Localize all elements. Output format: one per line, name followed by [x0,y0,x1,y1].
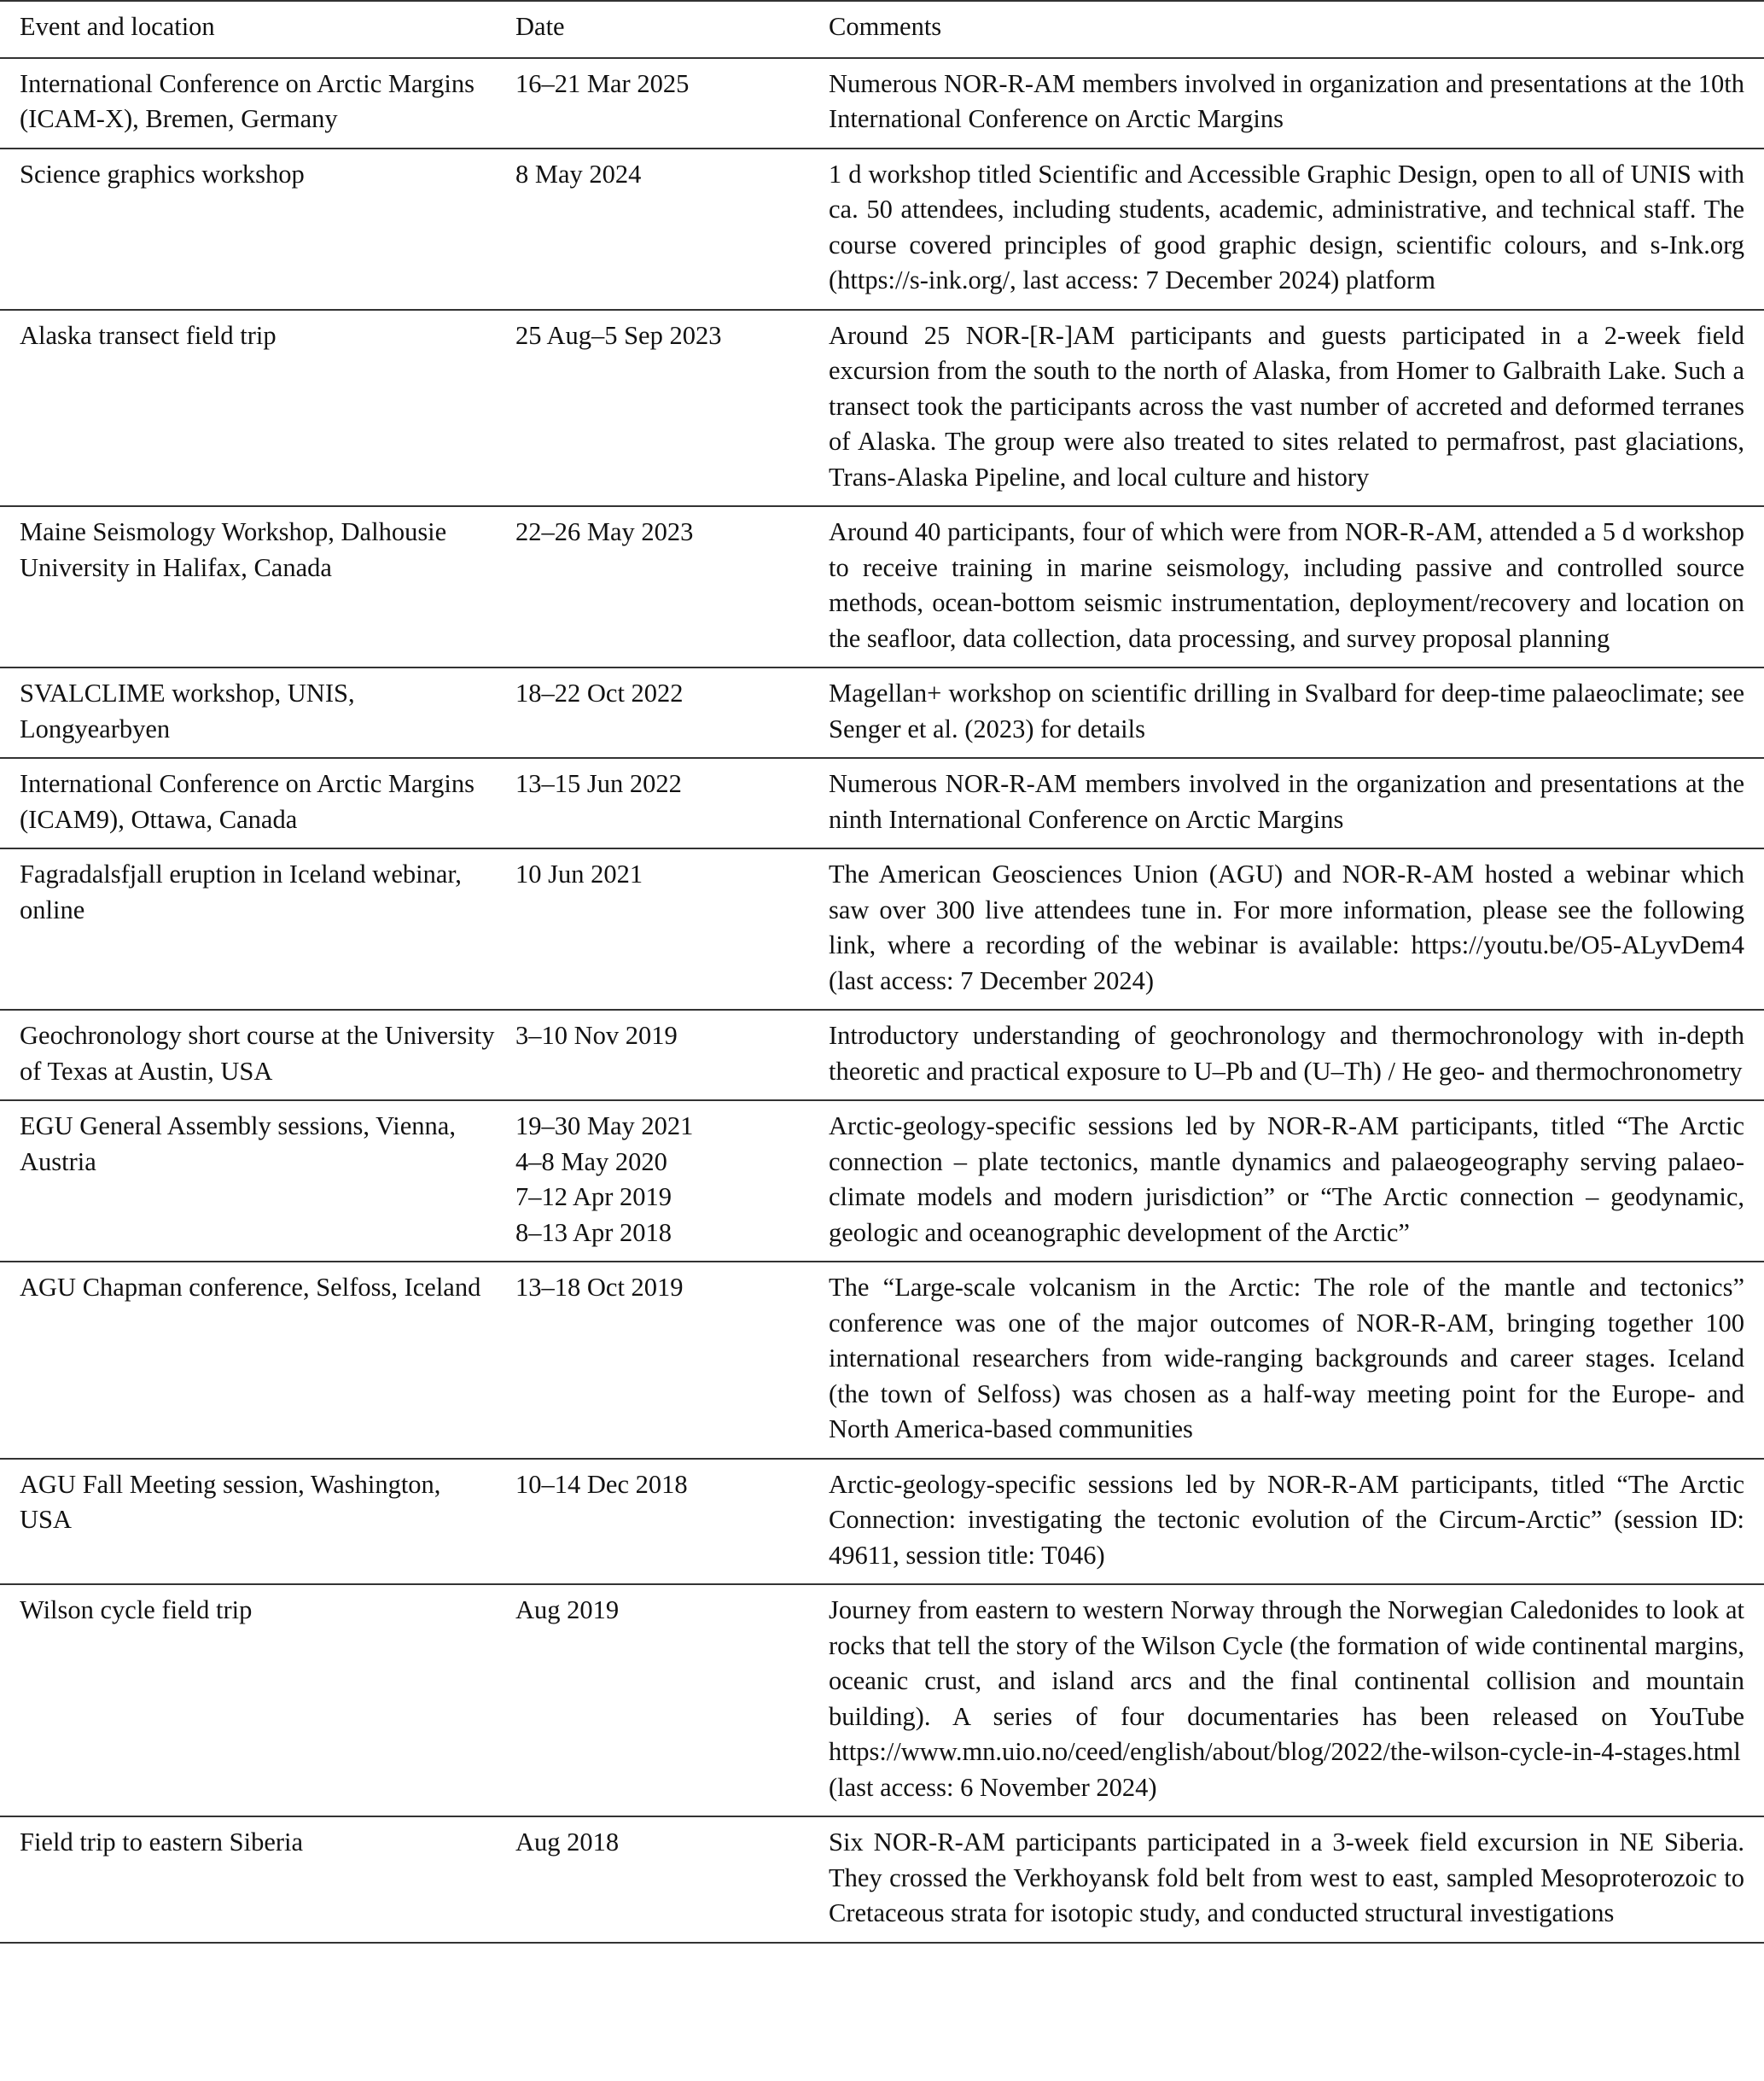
table-row [0,1262,1764,1459]
event-location-cell: SVALCLIME workshop, UNIS, Longyearbyen [20,679,355,743]
event-location-cell: AGU Chapman conference, Selfoss, Iceland [20,1273,481,1302]
event-location-cell: AGU Fall Meeting session, Washington, USA [20,1469,441,1534]
table-body [0,58,1764,1943]
header-event-location: Event and location [20,12,215,41]
table-row [0,1100,1764,1262]
date-cell [505,758,818,848]
table-row [0,1010,1764,1100]
date-cell [505,149,818,310]
date-cell [505,1262,818,1459]
date-value: 19–30 May 2021 [515,1111,694,1140]
table-row [0,1816,1764,1943]
comments-cell: Arctic-geology-specific sessions led by NOR-R-AM participants, titled “The Arctic Connection: investigating the tectonic evolution of the Circum-Arctic” (session ID: 49611, session title: T046) [829,1469,1744,1570]
event-location-cell: Field trip to eastern Siberia [20,1827,304,1857]
date-value: 10 Jun 2021 [515,860,643,889]
event-location-cell: Wilson cycle field trip [20,1595,253,1624]
date-cell [505,1459,818,1585]
date-cell [505,1816,818,1943]
date-value: 3–10 Nov 2019 [515,1021,678,1050]
date-value: 10–14 Dec 2018 [515,1469,688,1499]
header-comments: Comments [829,12,942,41]
table-row [0,310,1764,507]
table-row [0,1459,1764,1585]
table-row [0,758,1764,848]
date-value: 25 Aug–5 Sep 2023 [515,320,722,350]
date-value: 7–12 Apr 2019 [515,1182,672,1211]
table-row [0,58,1764,149]
comments-cell: Introductory understanding of geochronology and thermochronology with in-depth theoretic and practical exposure to U–Pb and (U–Th) / He geo- and thermochronometry [829,1021,1744,1086]
date-cell [505,310,818,507]
event-location-cell: Fagradalsfjall eruption in Iceland webinar, online [20,860,462,924]
comments-cell: The American Geosciences Union (AGU) and NOR-R-AM hosted a webinar which saw over 300 live attendees tune in. For more information, please see the following link, where a recording of the webinar is available: https://youtu.be/O5-ALyvDem4 (last access: 7 December 2024) [829,860,1744,995]
date-value: 16–21 Mar 2025 [515,68,690,98]
event-location-cell: EGU General Assembly sessions, Vienna, Austria [20,1111,456,1176]
date-cell [505,1100,818,1262]
date-cell [505,667,818,758]
table-row [0,149,1764,310]
date-cell [505,1584,818,1816]
date-cell [505,58,818,149]
date-cell [505,506,818,667]
date-value: 13–18 Oct 2019 [515,1273,684,1302]
date-value: 4–8 May 2020 [515,1146,667,1176]
comments-cell: 1 d workshop titled Scientific and Accessible Graphic Design, open to all of UNIS with ca. 50 attendees, including students, academic, administrative, and technical staff. The course covered principles of good graphic design, scientific colours, and s-Ink.org (https://s-ink.org/, last access: 7 December 2024) platform [829,159,1744,294]
date-value: 8–13 Apr 2018 [515,1217,672,1247]
comments-cell: Arctic-geology-specific sessions led by NOR-R-AM participants, titled “The Arctic connection – plate tectonics, mantle dynamics and palaeogeography serving palaeo-climate models and modern jurisdiction” or “The Arctic connection – geodynamic, geologic and oceanographic development of the Arctic” [829,1111,1744,1247]
date-cell [505,1010,818,1100]
date-value: Aug 2018 [515,1827,620,1857]
comments-cell: Journey from eastern to western Norway through the Norwegian Caledonides to look at rocks that tell the story of the Wilson Cycle (the formation of wide continental margins, oceanic crust, and island arcs and the final continental collision and mountain building). A series of four documentaries has been released on YouTube https://www.mn.uio.no/ceed/english/about/blog/2022/the-wilson-cycle-in-4-stages.html (last access: 6 November 2024) [829,1595,1744,1802]
table-row [0,667,1764,758]
event-location-cell: International Conference on Arctic Margins (ICAM9), Ottawa, Canada [20,769,475,834]
date-value: 13–15 Jun 2022 [515,769,682,798]
comments-cell: The “Large-scale volcanism in the Arctic: The role of the mantle and tectonics” conference was one of the major outcomes of NOR-R-AM, bringing together 100 international researchers from wide-ranging backgrounds and career stages. Iceland (the town of Selfoss) was chosen as a half-way meeting point for the Europe- and North America-based communities [829,1273,1744,1443]
event-location-cell: Geochronology short course at the University of Texas at Austin, USA [20,1021,495,1086]
table-row [0,1584,1764,1816]
comments-cell: Around 40 participants, four of which were from NOR-R-AM, attended a 5 d workshop to receive training in marine seismology, including passive and controlled source methods, ocean-bottom seismic instrumentation, deployment/recovery and location on the seafloor, data collection, data processing, and survey proposal planning [829,517,1744,653]
event-location-cell: Science graphics workshop [20,159,305,189]
event-location-cell: Alaska transect field trip [20,320,277,350]
table-header [0,1,1764,58]
comments-cell: Around 25 NOR-[R-]AM participants and guests participated in a 2-week field excursion from the south to the north of Alaska, from Homer to Galbraith Lake. Such a transect took the participants across the vast number of accreted and deformed terranes of Alaska. The group were also treated to sites related to permafrost, past glaciations, Trans-Alaska Pipeline, and local culture and history [829,320,1744,492]
table-row [0,506,1764,667]
comments-cell: Numerous NOR-R-AM members involved in organization and presentations at the 10th International Conference on Arctic Margins [829,68,1744,133]
comments-cell: Six NOR-R-AM participants participated in a 3-week field excursion in NE Siberia. They crossed the Verkhoyansk fold belt from west to east, sampled Mesoproterozoic to Cretaceous strata for isotopic study, and conducted structural investigations [829,1827,1744,1927]
date-value: Aug 2019 [515,1595,620,1624]
table-row [0,848,1764,1010]
header-date: Date [515,12,565,41]
date-value: 22–26 May 2023 [515,517,694,546]
date-value: 18–22 Oct 2022 [515,679,684,708]
comments-cell: Magellan+ workshop on scientific drilling in Svalbard for deep-time palaeoclimate; see Senger et al. (2023) for details [829,679,1744,743]
date-cell [505,848,818,1010]
event-location-cell: International Conference on Arctic Margins (ICAM-X), Bremen, Germany [20,68,475,133]
comments-cell: Numerous NOR-R-AM members involved in the organization and presentations at the ninth International Conference on Arctic Margins [829,769,1744,834]
date-value: 8 May 2024 [515,159,642,189]
event-location-cell: Maine Seismology Workshop, Dalhousie University in Halifax, Canada [20,517,447,582]
header-row [0,1,1764,58]
